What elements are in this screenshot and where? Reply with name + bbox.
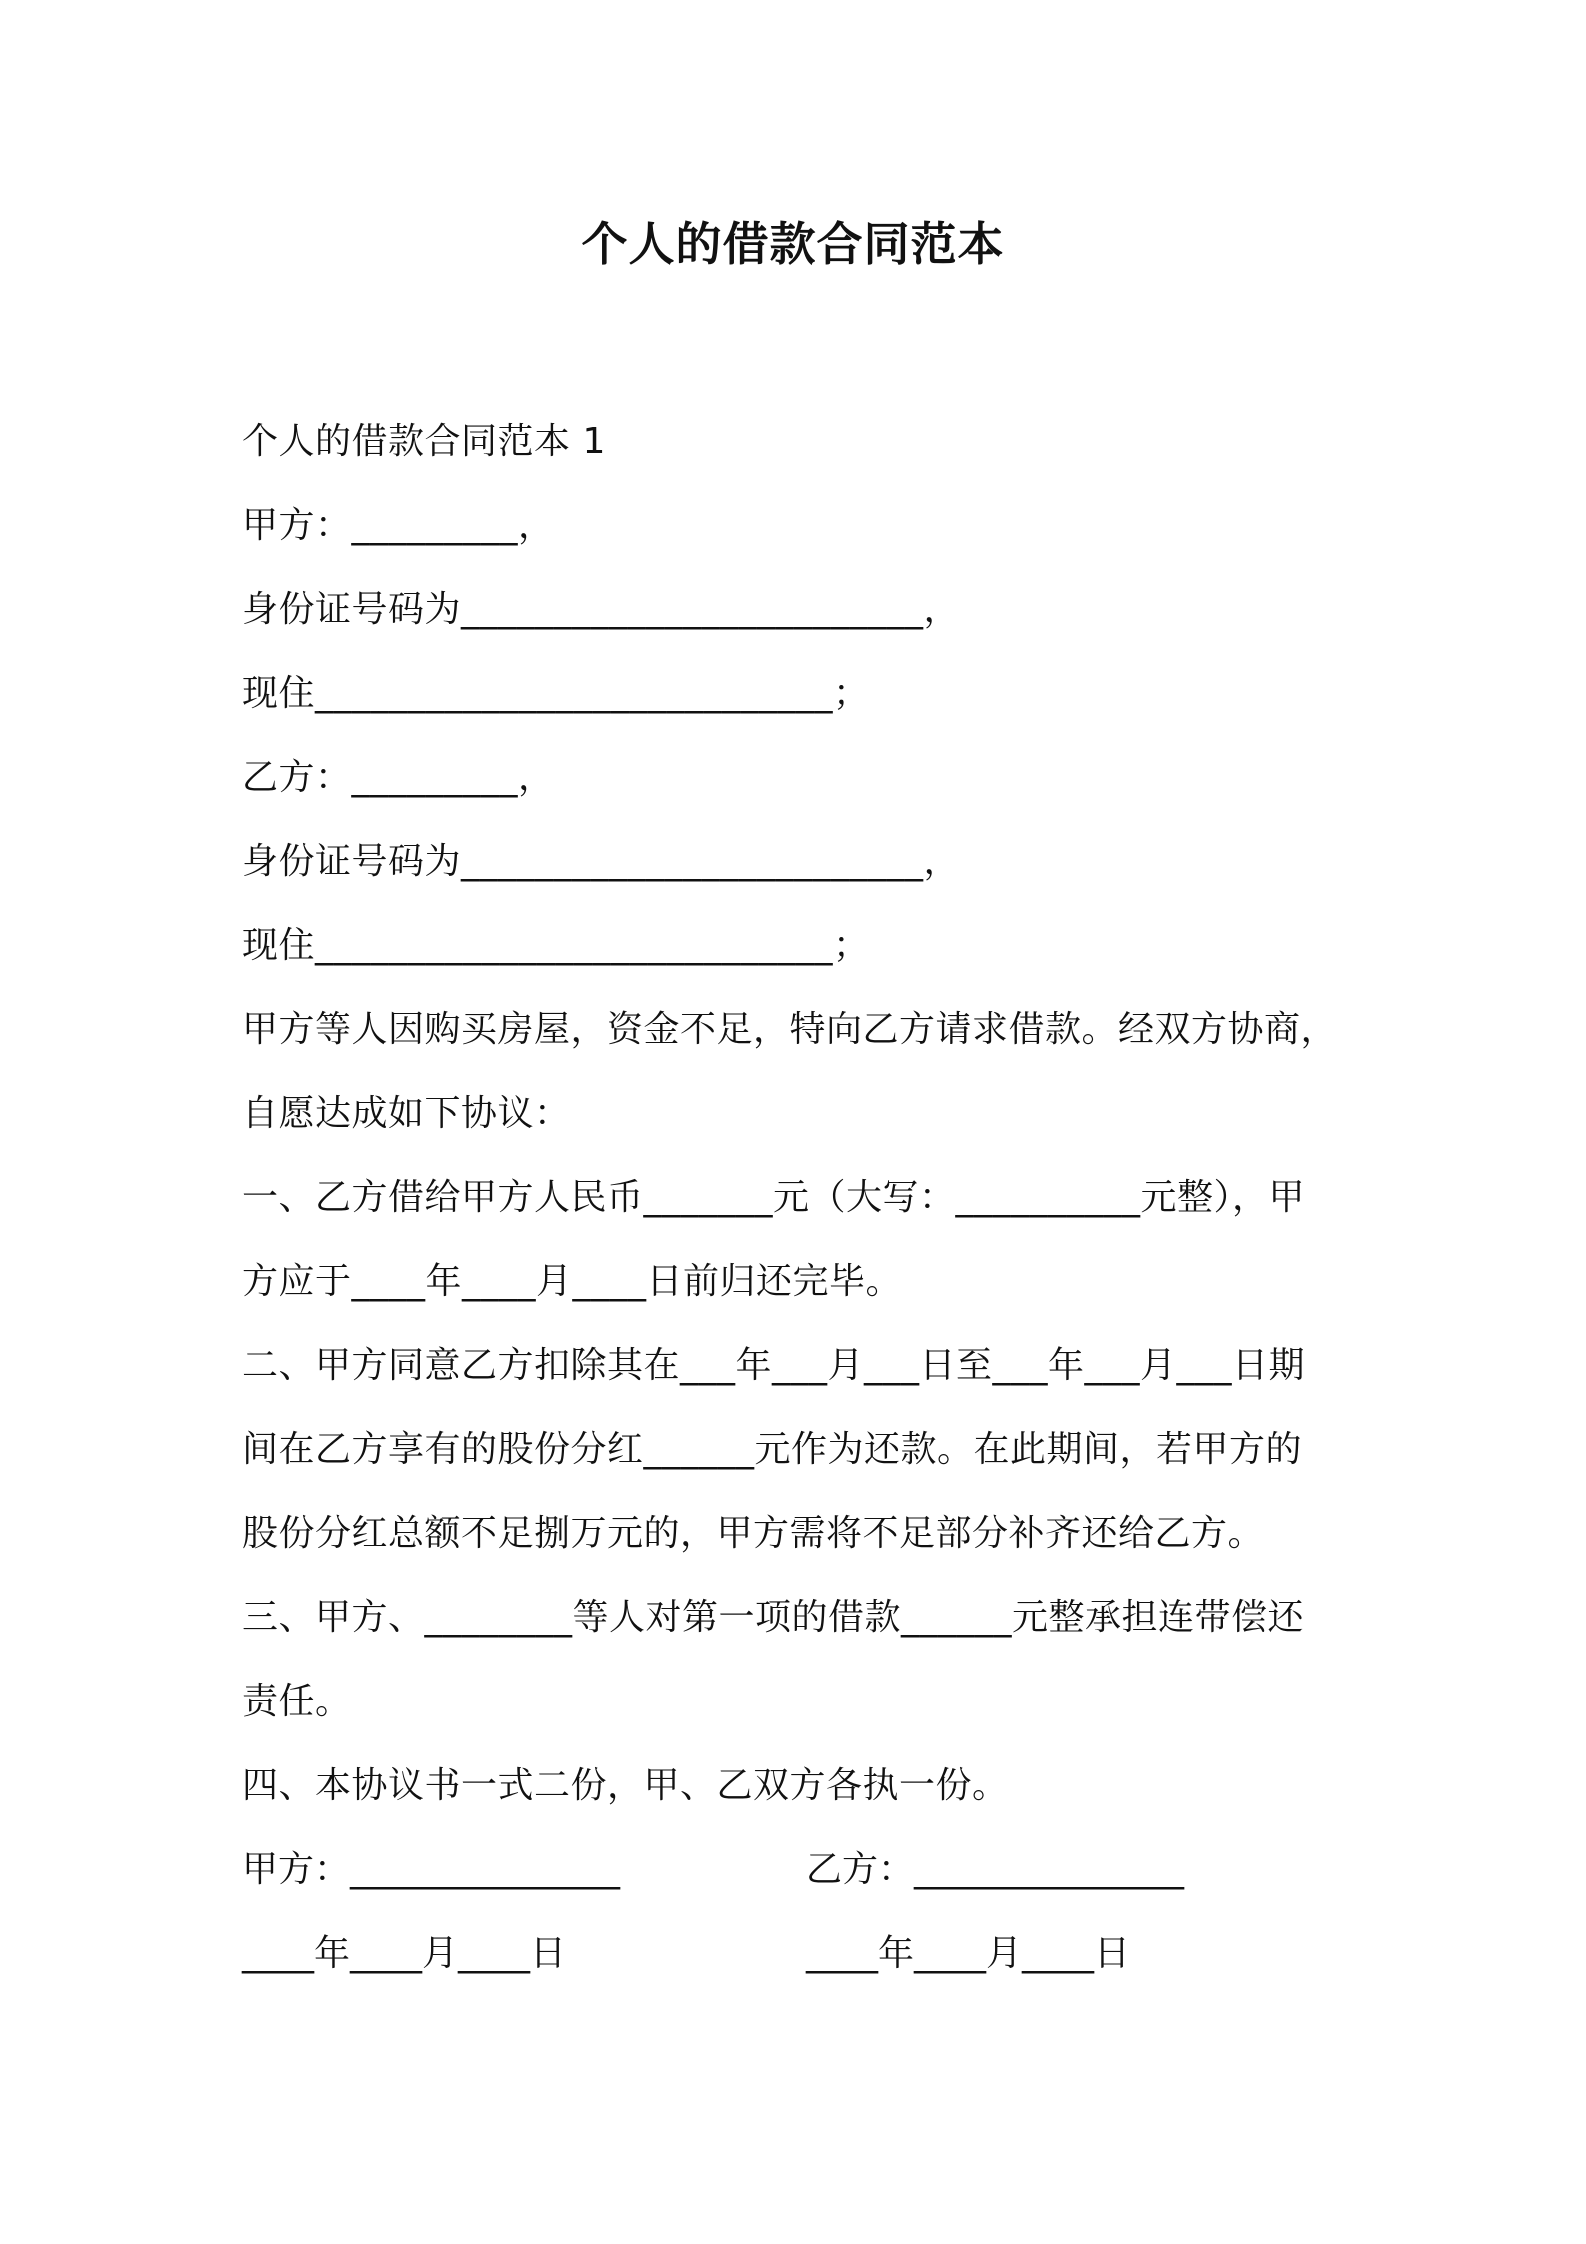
- clause-2-line-2: 间在乙方享有的股份分红______元作为还款。在此期间，若甲方的: [242, 1429, 1303, 1470]
- clause-2-line-3: 股份分红总额不足捌万元的，甲方需将不足部分补齐还给乙方。: [242, 1513, 1265, 1554]
- clause-3-line-2: 责任。: [242, 1681, 352, 1722]
- party-b-address: 现住____________________________；: [242, 925, 870, 966]
- party-b-name: 乙方：_________，: [242, 757, 555, 798]
- document-title: 个人的借款合同范本: [581, 217, 1005, 271]
- signature-party-b: 乙方：_______________: [806, 1849, 1185, 1890]
- clause-1-line-2: 方应于____年____月____日前归还完毕。: [242, 1261, 903, 1302]
- section-heading: 个人的借款合同范本 1: [242, 421, 606, 462]
- clause-1-line-1: 一、乙方借给甲方人民币_______元（大写：__________元整），甲: [242, 1177, 1306, 1218]
- party-b-id-number: 身份证号码为_________________________，: [242, 841, 961, 882]
- signature-date-b: ____年____月____日: [806, 1933, 1131, 1974]
- clause-3-line-1: 三、甲方、________等人对第一项的借款______元整承担连带偿还: [242, 1597, 1305, 1638]
- preamble-line-1: 甲方等人因购买房屋，资金不足，特向乙方请求借款。经双方协商，: [242, 1009, 1338, 1050]
- signature-party-a: 甲方：_______________: [242, 1849, 621, 1890]
- clause-4: 四、本协议书一式二份，甲、乙双方各执一份。: [242, 1765, 1009, 1806]
- clause-2-line-1: 二、甲方同意乙方扣除其在___年___月___日至___年___月___日期: [242, 1345, 1306, 1386]
- preamble-line-2: 自愿达成如下协议：: [242, 1093, 571, 1134]
- party-a-address: 现住____________________________；: [242, 673, 870, 714]
- party-a-name: 甲方：_________，: [242, 505, 555, 546]
- signature-date-a: ____年____月____日: [242, 1933, 567, 1974]
- party-a-id-number: 身份证号码为_________________________，: [242, 589, 961, 630]
